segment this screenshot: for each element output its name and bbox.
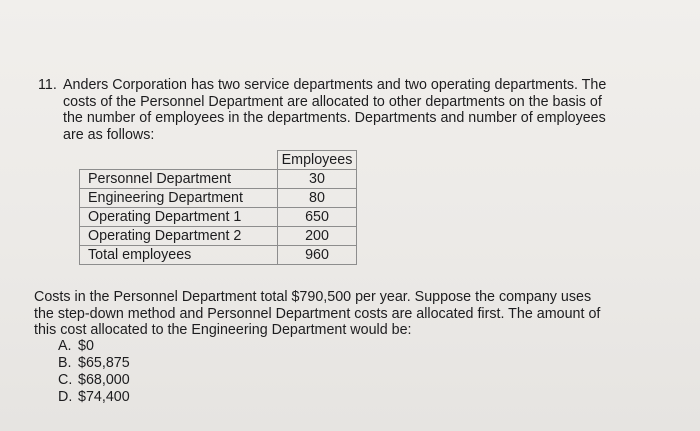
costs-paragraph — [34, 289, 654, 339]
answer-option-c[interactable] — [58, 372, 130, 389]
question-line-1 — [38, 77, 658, 94]
option-text: $68,000 — [78, 372, 130, 388]
option-letter: A. — [58, 338, 72, 354]
answer-option-a[interactable] — [58, 338, 130, 355]
table-cell-employees: 80 — [278, 189, 357, 208]
table-cell-employees: 650 — [278, 208, 357, 227]
question-text-1: Anders Corporation has two service departments and two operating departments. The — [63, 77, 607, 93]
table-header-blank — [80, 151, 278, 170]
question-line-3: the number of employees in the departments. Departments and number of employees — [63, 110, 606, 126]
employees-table — [79, 150, 357, 265]
table-row — [80, 227, 357, 246]
option-text: $74,400 — [78, 389, 130, 405]
answer-option-b[interactable] — [58, 355, 130, 372]
answer-options — [58, 338, 130, 406]
table-row — [80, 170, 357, 189]
option-text: $0 — [78, 338, 94, 354]
table-cell-department: Personnel Department — [80, 170, 278, 189]
table-cell-department: Operating Department 2 — [80, 227, 278, 246]
option-letter: B. — [58, 355, 72, 371]
question-number: 11. — [38, 77, 57, 93]
table-row — [80, 189, 357, 208]
question-line-4: are as follows: — [63, 126, 155, 143]
table-cell-employees: 960 — [278, 246, 357, 265]
table-row — [80, 208, 357, 227]
option-letter: C. — [58, 372, 73, 388]
costs-line-2: the step-down method and Personnel Department costs are allocated first. The amount of — [34, 305, 601, 322]
table-cell-department: Engineering Department — [80, 189, 278, 208]
answer-option-d[interactable] — [58, 389, 130, 406]
question-block — [38, 77, 658, 143]
option-text: $65,875 — [78, 355, 130, 371]
table-cell-department: Total employees — [80, 246, 278, 265]
table-cell-department: Operating Department 1 — [80, 208, 278, 227]
table-header-row — [80, 151, 357, 170]
table-cell-employees: 30 — [278, 170, 357, 189]
table-header-employees: Employees — [278, 151, 357, 170]
option-letter: D. — [58, 389, 73, 405]
question-line-2: costs of the Personnel Department are allocated to other departments on the basis of — [63, 93, 602, 110]
table-cell-employees: 200 — [278, 227, 357, 246]
table-total-row — [80, 246, 357, 265]
costs-line-1: Costs in the Personnel Department total $790,500 per year. Suppose the company uses — [34, 289, 592, 305]
costs-line-3: this cost allocated to the Engineering Department would be: — [34, 322, 412, 338]
